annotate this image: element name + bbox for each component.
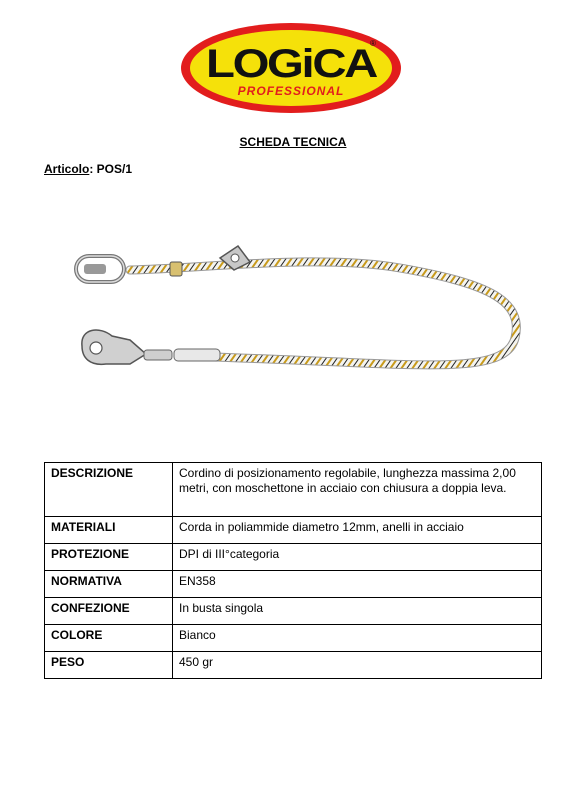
spec-row-protezione (45, 544, 542, 571)
spec-row-peso (45, 652, 542, 679)
spec-table (44, 462, 542, 679)
spec-value: 450 gr (173, 652, 542, 679)
spec-row-confezione (45, 598, 542, 625)
svg-text:PROFESSIONAL: PROFESSIONAL (237, 84, 345, 98)
spec-value: In busta singola (173, 598, 542, 625)
svg-text:LOGiCA: LOGiCA (206, 42, 378, 86)
article-label: Articolo (44, 162, 90, 176)
spec-row-normativa (45, 571, 542, 598)
lanyard-product-image (70, 228, 530, 398)
spec-value: Cordino di posizionamento regolabile, lunghezza massima 2,00 metri, con moschettone in acciaio con chiusura a doppia leva. (173, 463, 542, 517)
spec-key: COLORE (45, 625, 173, 652)
document-title: SCHEDA TECNICA (239, 135, 347, 149)
spec-key: PESO (45, 652, 173, 679)
article-line (44, 162, 132, 176)
svg-text:®: ® (370, 39, 376, 48)
spec-key: CONFEZIONE (45, 598, 173, 625)
logica-logo (180, 22, 402, 114)
spec-value: Corda in poliammide diametro 12mm, anelli in acciaio (173, 517, 542, 544)
spec-row-materiali (45, 517, 542, 544)
spec-key: MATERIALI (45, 517, 173, 544)
article-value: : POS/1 (89, 162, 133, 176)
spec-row-colore (45, 625, 542, 652)
spec-key: PROTEZIONE (45, 544, 173, 571)
spec-value: Bianco (173, 625, 542, 652)
spec-key: DESCRIZIONE (45, 463, 173, 517)
spec-value: EN358 (173, 571, 542, 598)
spec-key: NORMATIVA (45, 571, 173, 598)
spec-value: DPI di III°categoria (173, 544, 542, 571)
spec-row-descrizione (45, 463, 542, 517)
